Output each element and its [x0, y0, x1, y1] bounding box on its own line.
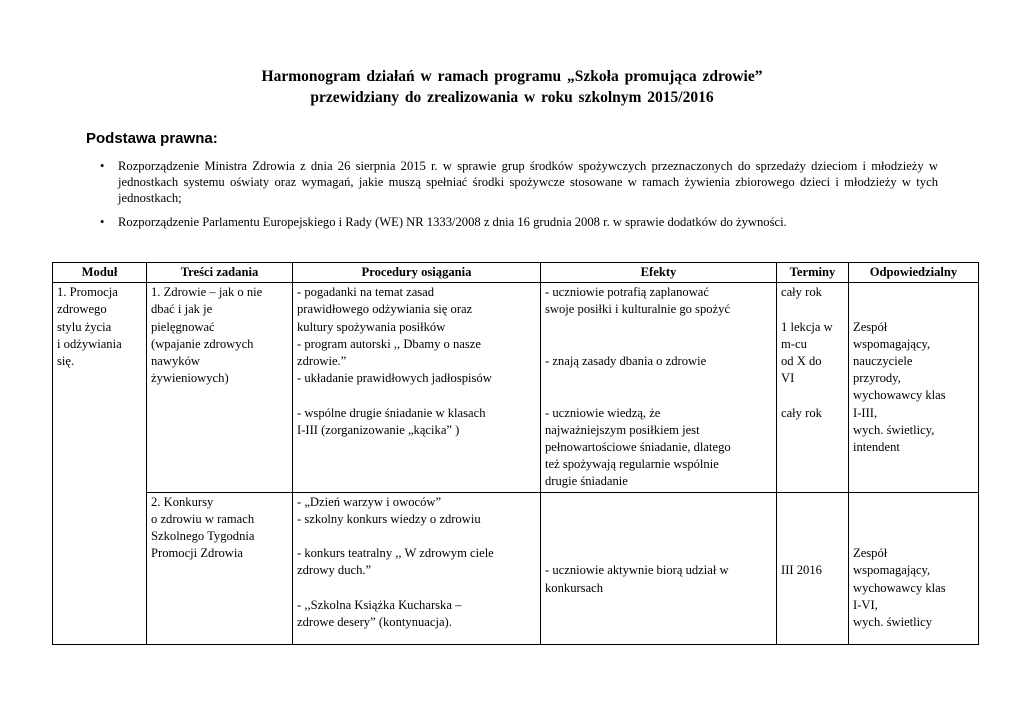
title-line-2: przewidziany do zrealizowania w roku szkolnym 2015/2016 [310, 89, 714, 106]
responsible-text: Zespół wspomagający, wychowawcy klas I-VI, wych. świetlicy [853, 546, 946, 630]
terms-cell [777, 492, 849, 644]
effects-text: - uczniowie potrafią zaplanować swoje posiłki i kulturalnie go spożyć - znają zasady dbania o zdrowie - uczniowie wiedzą, że najważniejszym posiłkiem jest pełnowartościowe śniadanie, dlatego też spożywają regularnie wspólnie drugie śniadanie [545, 285, 731, 489]
effects-cell [541, 283, 777, 492]
task-cell [147, 283, 293, 492]
effects-cell [541, 492, 777, 644]
procedures-cell [293, 283, 541, 492]
effects-text: - uczniowie aktywnie biorą udział w konkursach [545, 563, 729, 595]
legal-basis-item: • Rozporządzenie Ministra Zdrowia z dnia 26 sierpnia 2015 r. w sprawie grup środków spożywczych przeznaczonych do sprzedaży dzieciom i młodzieży w jednostkach systemu oświaty oraz wymagań, jakie muszą spełniać środki spożywcze stosowane w ramach żywienia zbiorowego dzieci i młodzieży w tych jednostkach; [98, 158, 938, 206]
table-header-row [53, 263, 979, 283]
table-row [53, 283, 979, 492]
responsible-text: Zespół wspomagający, nauczyciele przyrody, wychowawcy klas I-III, wych. świetlicy, intendent [853, 319, 946, 455]
responsible-cell [849, 283, 979, 492]
task-cell [147, 492, 293, 644]
schedule-table [52, 262, 979, 645]
terms-text: III 2016 [781, 563, 822, 578]
header-effects: Efekty [541, 263, 777, 283]
terms-cell [777, 283, 849, 492]
header-terms: Terminy [777, 263, 849, 283]
document-title [0, 66, 1024, 108]
legal-basis-heading: Podstawa prawna: [86, 130, 218, 147]
header-module: Moduł [53, 263, 147, 283]
procedures-text: - pogadanki na temat zasad prawidłowego odżywiania się oraz kultury spożywania posiłków - program autorski ,, Dbamy o nasze zdrowie.” - układanie prawidłowych jadłospisów - wspólne drugie śniadanie w klasach I-III (zorganizowanie „kącika” ) [297, 285, 492, 437]
module-text: 1. Promocja zdrowego stylu życia i odżywiania się. [57, 285, 122, 369]
terms-text: cały rok 1 lekcja w m-cu od X do VI cały rok [781, 285, 833, 420]
header-task: Treści zadania [147, 263, 293, 283]
legal-basis-list [98, 158, 938, 238]
table-row [53, 492, 979, 644]
header-procedures: Procedury osiągania [293, 263, 541, 283]
module-cell [53, 283, 147, 644]
legal-basis-item: • Rozporządzenie Parlamentu Europejskiego i Rady (WE) NR 1333/2008 z dnia 16 grudnia 2008 r. w sprawie dodatków do żywności. [98, 214, 938, 230]
procedures-cell [293, 492, 541, 644]
task-text: 2. Konkursy o zdrowiu w ramach Szkolnego Tygodnia Promocji Zdrowia [151, 494, 255, 561]
responsible-cell [849, 492, 979, 644]
procedures-text: - „Dzień warzyw i owoców” - szkolny konkurs wiedzy o zdrowiu - konkurs teatralny ,, W zdrowym ciele zdrowy duch.” - ,,Szkolna Książka Kucharska – zdrowe desery” (kontynuacja). [297, 494, 494, 630]
header-responsible: Odpowiedzialny [849, 263, 979, 283]
task-text: 1. Zdrowie – jak o nie dbać i jak je pielęgnować (wpajanie zdrowych nawyków żywieniowych) [151, 285, 263, 386]
title-line-1: Harmonogram działań w ramach programu „Szkoła promująca zdrowie” [261, 68, 763, 85]
